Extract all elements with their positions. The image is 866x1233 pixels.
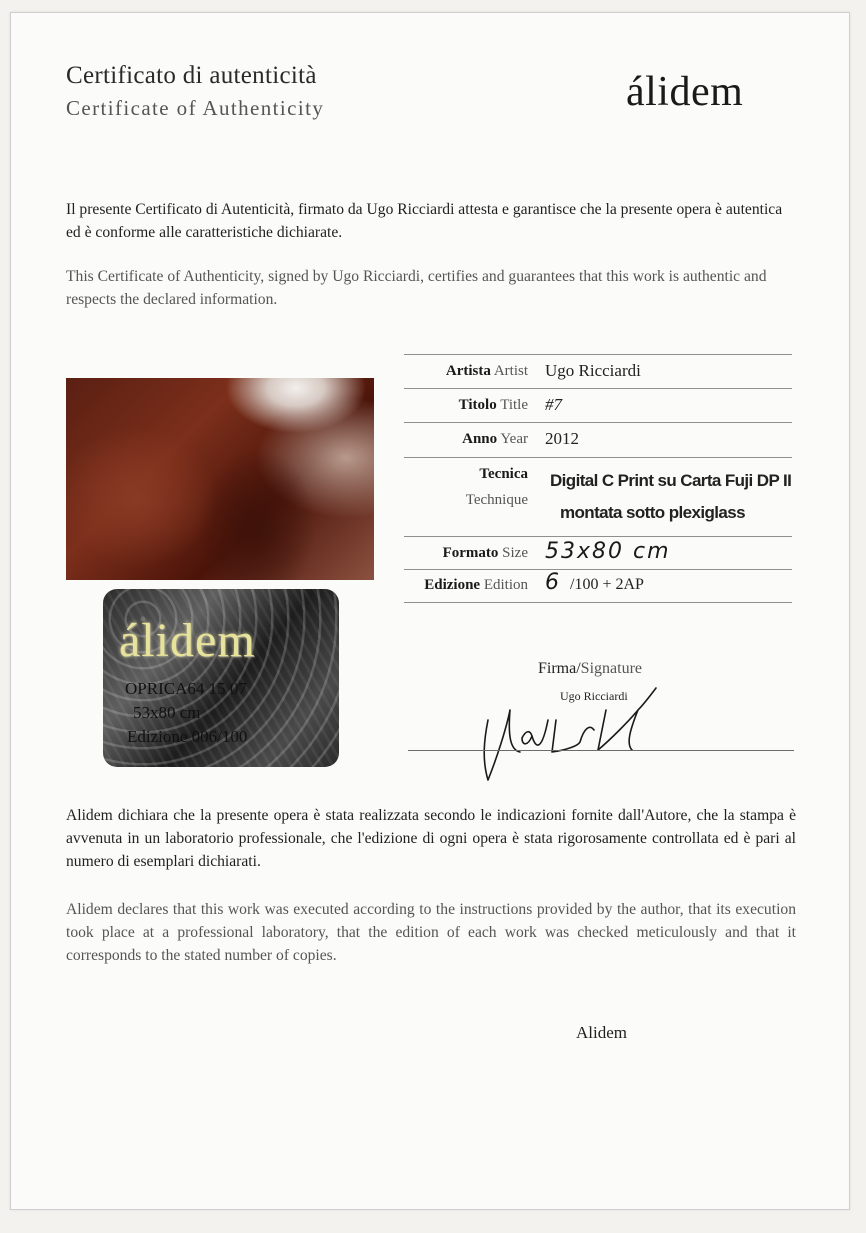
value-title: #7 xyxy=(545,395,562,414)
row-title xyxy=(404,388,792,422)
value-edition-number: 6 xyxy=(545,570,561,595)
hologram-edition: Edizione 006/100 xyxy=(127,727,248,746)
row-technique xyxy=(404,457,792,536)
declaration-english: Alidem declares that this work was executed according to the instructions provided by the author, that its execution took place at a professional laboratory, that the edition of each work was checked meticulously and that it corresponds to the stated number of copies. xyxy=(66,901,796,964)
alidem-logo: álidem xyxy=(626,69,744,115)
label-year: Anno Year xyxy=(462,431,528,447)
row-size xyxy=(404,536,792,569)
value-edition-total: /100 + 2AP xyxy=(570,576,644,593)
hologram-logo: álidem xyxy=(119,614,256,667)
label-artist: Artista Artist xyxy=(445,363,528,379)
row-edition xyxy=(404,569,792,603)
value-technique-line1: Digital C Print su Carta Fuji DP II xyxy=(550,471,792,490)
signature-line xyxy=(408,750,794,751)
declaration-italian: Alidem dichiara che la presente opera è stata realizzata secondo le indicazioni fornite dall'Autore, che la stampa è avvenuta in un laboratorio professionale, che l'edizione di ogni opera è stata rigorosamente controllata ed è pari al numero di esemplari dichiarati. xyxy=(66,807,796,870)
intro-italian: Il presente Certificato di Autenticità, firmato da Ugo Ricciardi attesta e garantisce che la presente opera è autentica ed è conforme alle caratteristiche dichiarate. xyxy=(66,201,783,241)
alidem-signatory: Alidem xyxy=(576,1023,627,1042)
signature-label: Firma/Signature xyxy=(538,660,642,677)
value-technique-line2: montata sotto plexiglass xyxy=(560,503,745,522)
hologram-size: 53x80 cm xyxy=(133,703,201,722)
intro-english: This Certificate of Authenticity, signed by Ugo Ricciardi, certifies and guarantees that this work is authentic and respects the declared information. xyxy=(66,268,767,308)
title-italian: Certificato di autenticità xyxy=(66,62,317,89)
value-size-handwritten: 53x80 cm xyxy=(545,539,671,564)
title-english: Certificate of Authenticity xyxy=(66,96,325,120)
label-technique-it: Tecnica xyxy=(479,466,528,482)
label-title: Titolo Title xyxy=(458,397,528,413)
hologram-code: OPRICA64 15 07 xyxy=(125,679,247,698)
hologram-seal xyxy=(103,589,339,767)
row-year xyxy=(404,422,792,457)
label-technique-en: Technique xyxy=(465,492,528,508)
label-size: Formato Size xyxy=(442,545,528,561)
artwork-photo xyxy=(66,378,374,580)
label-edition: Edizione Edition xyxy=(424,577,528,593)
handwritten-signature xyxy=(470,680,690,790)
details-table xyxy=(404,354,792,603)
value-year: 2012 xyxy=(545,429,579,448)
signature-name: Ugo Ricciardi xyxy=(560,689,628,703)
row-artist xyxy=(404,354,792,388)
value-artist: Ugo Ricciardi xyxy=(545,361,641,380)
